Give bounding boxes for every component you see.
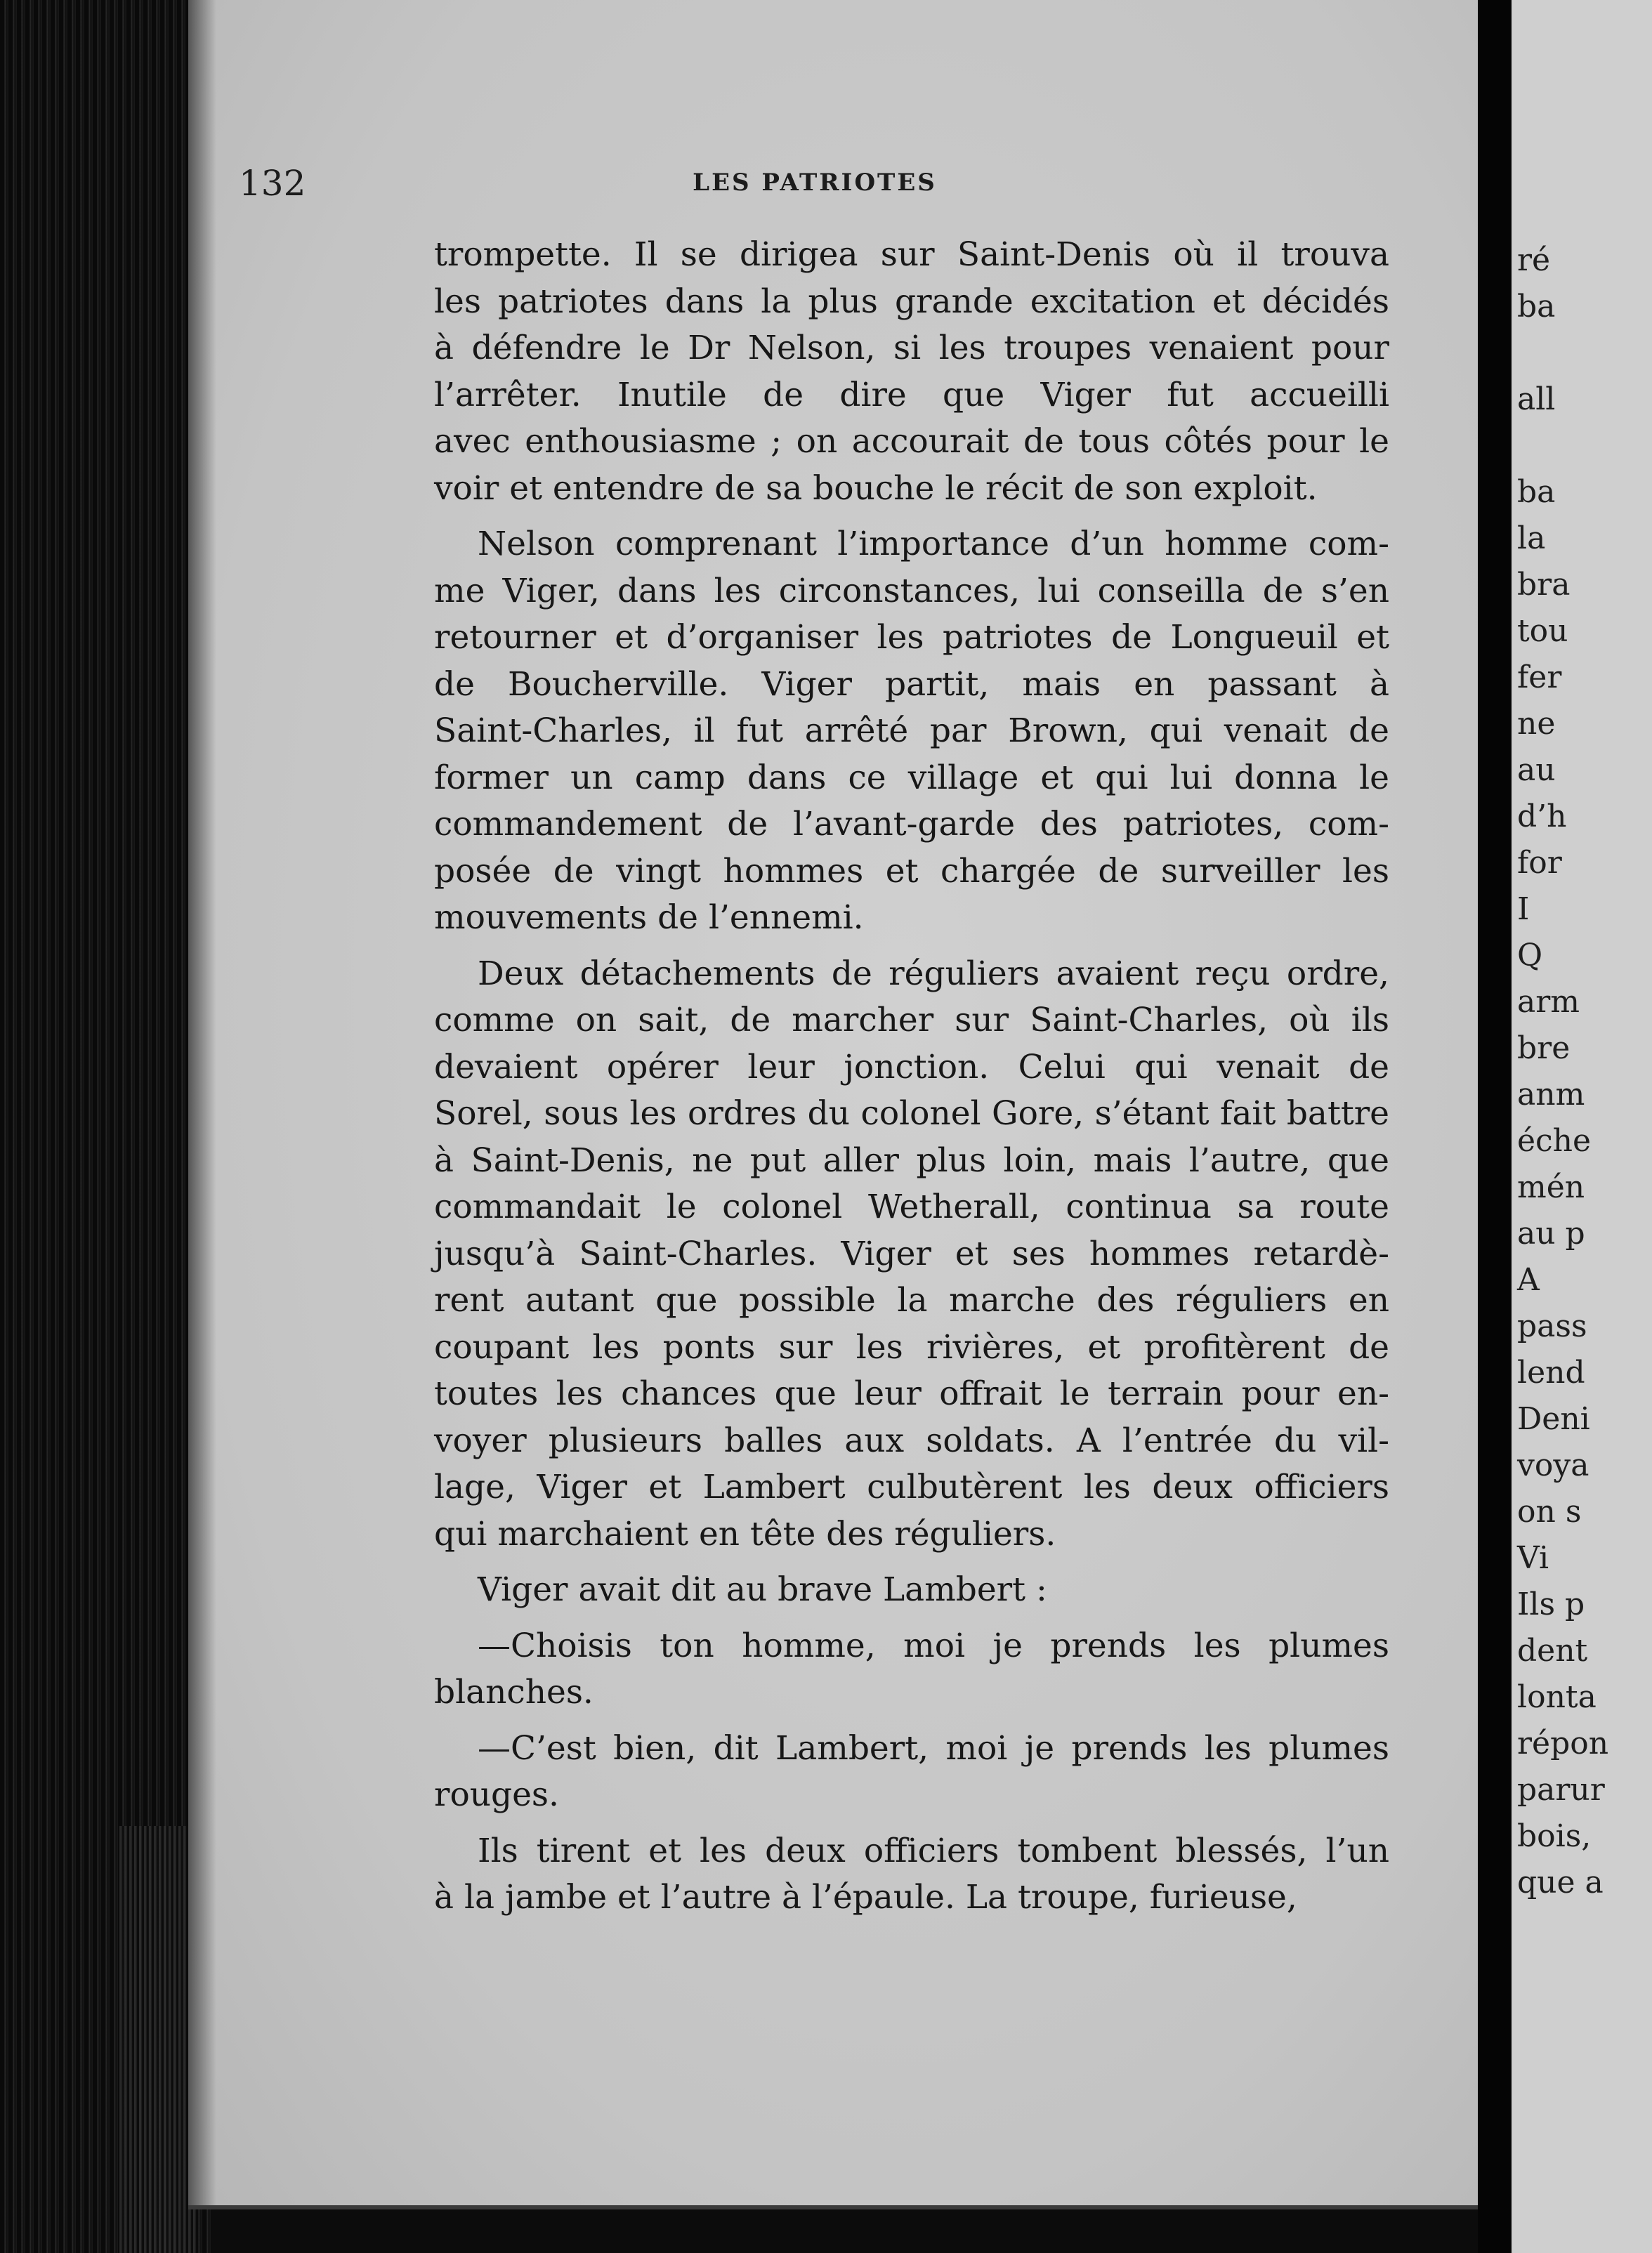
text-line: Sorel, sous les ordres du colonel Gore, s’étant fait battre xyxy=(434,1094,1389,1133)
facing-page-text-fragment: bre xyxy=(1517,1030,1571,1066)
text-line: —C’est bien, dit Lambert, moi je prends les plumes xyxy=(478,1728,1389,1768)
text-line: Nelson comprenant l’importance d’un homme com- xyxy=(478,525,1389,563)
facing-page-text-fragment: pass xyxy=(1517,1308,1587,1344)
facing-page-text-fragment: d’h xyxy=(1517,799,1567,834)
facing-page-text-fragment: ne xyxy=(1517,706,1556,742)
text-line: posée de vingt hommes et chargée de surveiller les xyxy=(434,851,1389,891)
paragraph xyxy=(434,1726,1389,1819)
facing-page-text-fragment: la xyxy=(1517,520,1546,556)
facing-page-text-fragment: all xyxy=(1517,381,1556,417)
facing-page-text-fragment: mén xyxy=(1517,1169,1585,1205)
page-number: 132 xyxy=(239,163,306,204)
facing-page-text-fragment: au p xyxy=(1517,1216,1585,1252)
text-line: rouges. xyxy=(434,1775,559,1814)
paragraph xyxy=(434,521,1389,942)
text-line: mouvements de l’ennemi. xyxy=(434,898,864,937)
text-line: Deux détachements de réguliers avaient reçu ordre, xyxy=(478,954,1389,993)
facing-page-text-fragment: Deni xyxy=(1517,1401,1590,1437)
text-line: me Viger, dans les circonstances, lui conseilla de s’en xyxy=(434,571,1389,610)
text-line: coupant les ponts sur les rivières, et profitèrent de xyxy=(434,1327,1389,1367)
text-line: à la jambe et l’autre à l’épaule. La troupe, furieuse, xyxy=(434,1878,1297,1917)
facing-page-text-fragment: ré xyxy=(1517,242,1551,278)
facing-page-text-fragment: tou xyxy=(1517,613,1568,649)
paragraph xyxy=(434,1567,1389,1614)
book-gutter xyxy=(1478,0,1512,2253)
facing-page-text-fragment: au xyxy=(1517,752,1556,788)
facing-page-text-fragment: lend xyxy=(1517,1355,1585,1391)
text-line: qui marchaient en tête des réguliers. xyxy=(434,1514,1056,1554)
text-line: à Saint-Denis, ne put aller plus loin, mais l’autre, que xyxy=(434,1141,1389,1180)
page-shadow xyxy=(188,0,216,2205)
facing-page-text-fragment: répon xyxy=(1517,1726,1609,1761)
paragraph xyxy=(434,1828,1389,1922)
facing-page-text-fragment: Ils p xyxy=(1517,1587,1585,1622)
facing-page-text-fragment: éche xyxy=(1517,1123,1592,1159)
text-line: Ils tirent et les deux officiers tombent blessés, l’un xyxy=(478,1831,1389,1870)
text-line: former un camp dans ce village et qui lui donna le xyxy=(434,758,1389,797)
body-text xyxy=(434,232,1389,1922)
facing-page-text-fragment: Q xyxy=(1517,938,1543,973)
text-line: —Choisis ton homme, moi je prends les plumes xyxy=(478,1626,1389,1665)
running-head: LES PATRIOTES xyxy=(693,169,937,197)
text-line: de Boucherville. Viger partit, mais en passant à xyxy=(434,664,1389,704)
page-header xyxy=(239,163,1391,205)
facing-page-text-fragment: parur xyxy=(1517,1772,1605,1808)
text-line: voir et entendre de sa bouche le récit de son exploit. xyxy=(434,468,1318,508)
facing-page-text-fragment: lonta xyxy=(1517,1679,1597,1715)
text-line: lage, Viger et Lambert culbutèrent les deux officiers xyxy=(434,1468,1389,1506)
text-line: à défendre le Dr Nelson, si les troupes venaient pour xyxy=(434,329,1389,367)
facing-page-text-fragment: ba xyxy=(1517,289,1556,324)
facing-page-text-fragment: A xyxy=(1517,1262,1540,1298)
facing-page-text-fragment: I xyxy=(1517,891,1530,927)
facing-page-text-fragment: fer xyxy=(1517,659,1562,695)
text-line: retourner et d’organiser les patriotes de Longueuil et xyxy=(434,618,1389,657)
paragraph xyxy=(434,1623,1389,1716)
text-line: les patriotes dans la plus grande excitation et décidés xyxy=(434,282,1389,321)
facing-page-text-fragment: anm xyxy=(1517,1077,1585,1112)
text-line: l’arrêter. Inutile de dire que Viger fut accueilli xyxy=(434,375,1389,414)
facing-page-text-fragment: dent xyxy=(1517,1633,1588,1669)
paragraph xyxy=(434,232,1389,512)
text-line: commandement de l’avant-garde des patriotes, com- xyxy=(434,805,1389,843)
text-line: Viger avait dit au brave Lambert : xyxy=(478,1570,1047,1609)
facing-page-text-fragment: que a xyxy=(1517,1865,1604,1900)
text-line: rent autant que possible la marche des réguliers en xyxy=(434,1281,1389,1320)
facing-page-fragment xyxy=(1512,0,1652,2253)
facing-page-text-fragment: on s xyxy=(1517,1494,1582,1530)
text-line: trompette. Il se dirigea sur Saint-Denis où il trouva xyxy=(434,235,1389,274)
text-line: Saint-Charles, il fut arrêté par Brown, qui venait de xyxy=(434,711,1389,750)
facing-page-text-fragment: arm xyxy=(1517,984,1580,1020)
facing-page-text-fragment: voya xyxy=(1517,1447,1589,1483)
text-line: blanches. xyxy=(434,1673,594,1712)
text-line: devaient opérer leur jonction. Celui qui venait de xyxy=(434,1047,1389,1086)
text-line: commandait le colonel Wetherall, continua sa route xyxy=(434,1188,1389,1226)
text-line: comme on sait, de marcher sur Saint-Charles, où ils xyxy=(434,1001,1389,1039)
facing-page-text-fragment: bois, xyxy=(1517,1818,1592,1854)
text-line: avec enthousiasme ; on accourait de tous côtés pour le xyxy=(434,422,1389,461)
facing-page-text-fragment: bra xyxy=(1517,567,1571,603)
text-line: jusqu’à Saint-Charles. Viger et ses hommes retardè- xyxy=(434,1234,1389,1273)
paragraph xyxy=(434,951,1389,1558)
text-line: voyer plusieurs balles aux soldats. A l’entrée du vil- xyxy=(434,1421,1389,1460)
facing-page-text-fragment: Vi xyxy=(1517,1540,1549,1576)
book-page-edges xyxy=(0,0,211,2253)
facing-page-text-fragment: for xyxy=(1517,845,1562,881)
facing-page-text-fragment: ba xyxy=(1517,474,1556,510)
text-line: toutes les chances que leur offrait le terrain pour en- xyxy=(434,1374,1389,1413)
